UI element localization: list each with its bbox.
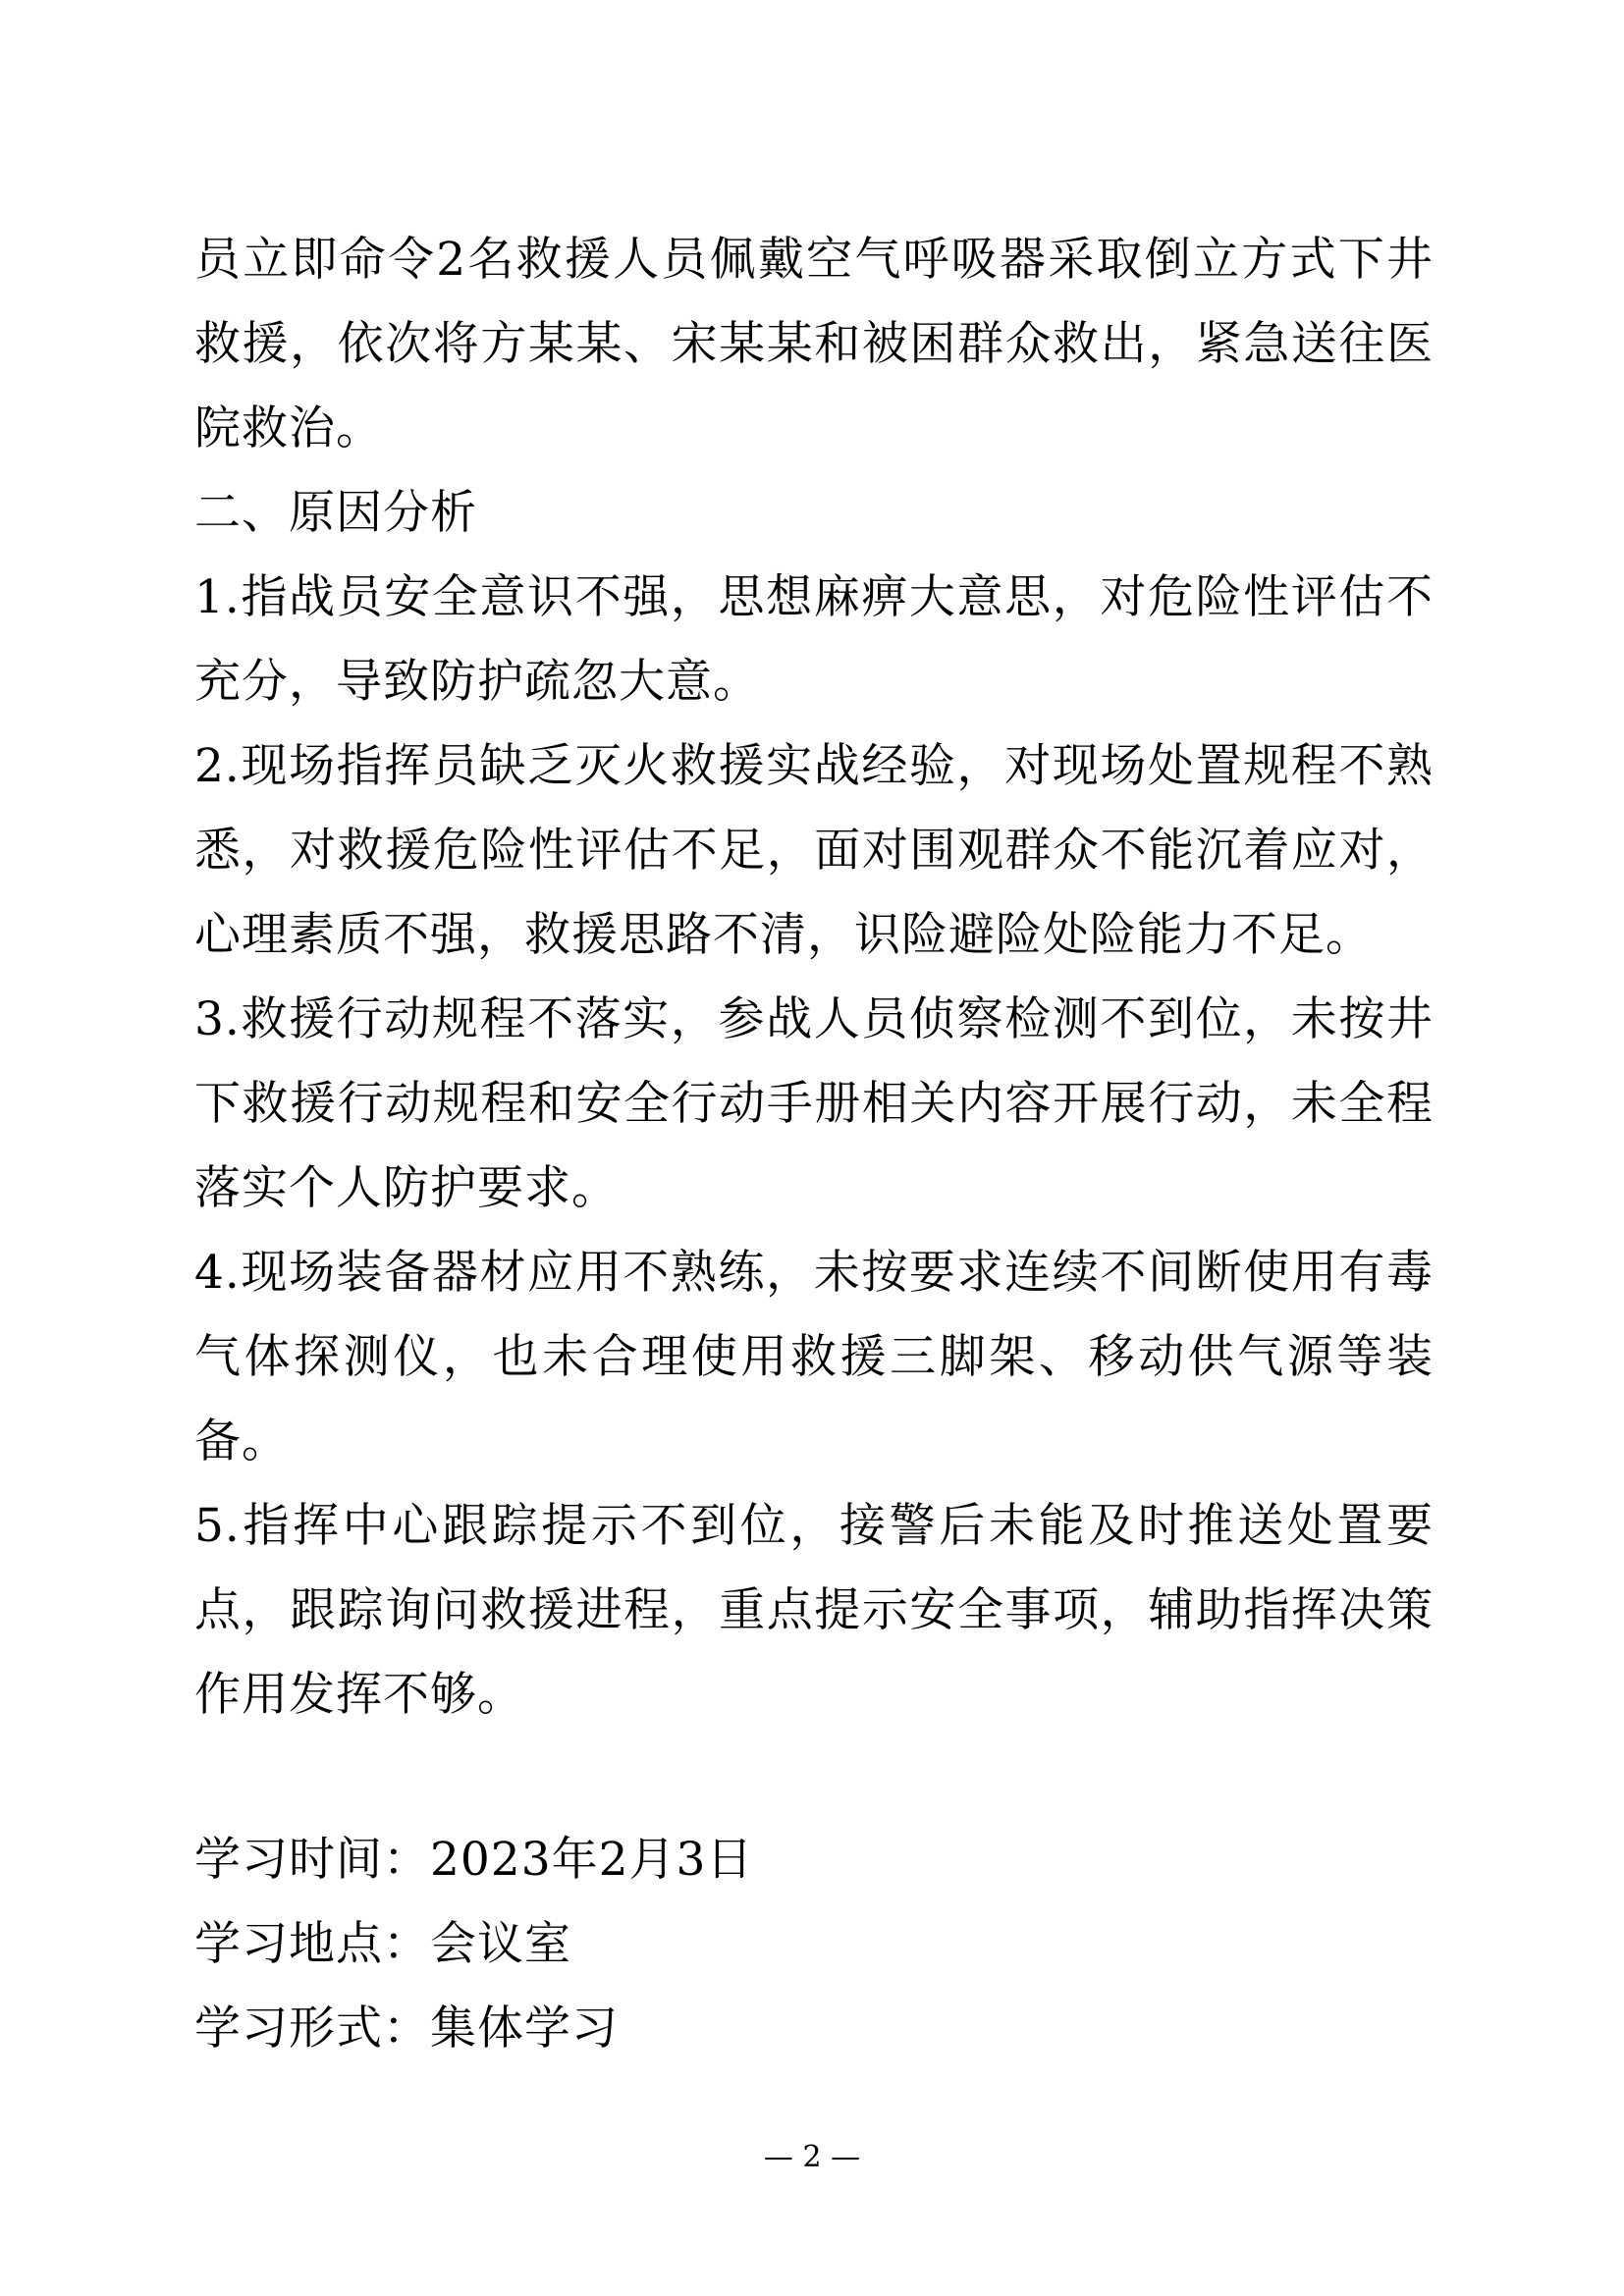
cause-point-4: 4.现场装备器材应用不熟练，未按要求连续不间断使用有毒气体探测仪，也未合理使用救援三脚架、移动供气源等装备。 <box>194 1246 1434 1468</box>
section-heading-cause-analysis: 二、原因分析 <box>194 486 477 540</box>
cause-point-5: 5.指挥中心跟踪提示不到位，接警后未能及时推送处置要点，跟踪询问救援进程，重点提示安全事项，辅助指挥决策作用发挥不够。 <box>194 1499 1434 1722</box>
cause-point-3: 3.救援行动规程不落实，参战人员侦察检测不到位，未按井下救援行动规程和安全行动手册相关内容开展行动，未全程落实个人防护要求。 <box>194 992 1434 1215</box>
page-number: — 2 — <box>763 2140 861 2174</box>
document-body <box>194 218 1434 1737</box>
study-location: 学习地点：会议室 <box>194 1917 571 1971</box>
cause-point-2: 2.现场指挥员缺乏灭火救援实战经验，对现场处置规程不熟悉，对救援危险性评估不足，面对围观群众不能沉着应对，心理素质不强，救援思路不清，识险避险处险能力不足。 <box>194 739 1434 962</box>
cause-point-1: 1.指战员安全意识不强，思想麻痹大意思，对危险性评估不充分，导致防护疏忽大意。 <box>194 570 1434 709</box>
study-format: 学习形式：集体学习 <box>194 2002 619 2056</box>
study-time: 学习时间：2023年2月3日 <box>194 1833 754 1887</box>
study-info-block <box>194 1818 1434 2071</box>
intro-paragraph: 员立即命令2名救援人员佩戴空气呼吸器采取倒立方式下井救援，依次将方某某、宋某某和被困群众救出，紧急送往医院救治。 <box>194 233 1434 455</box>
